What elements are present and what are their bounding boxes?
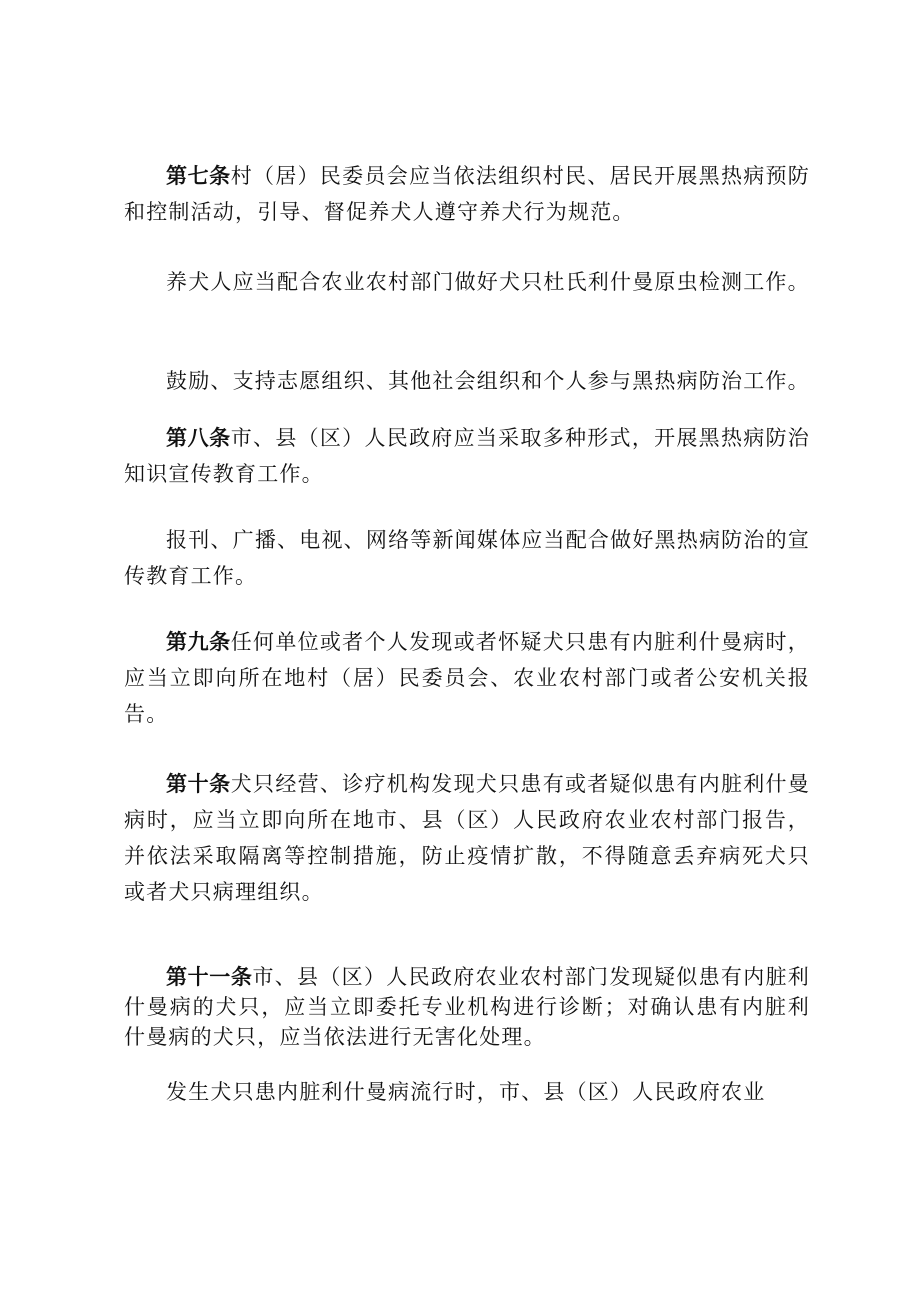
paragraph-article-10: [124, 766, 810, 910]
article-number: 第九条: [166, 630, 231, 654]
article-number: 第十条: [166, 772, 231, 796]
paragraph-media-publicity: [124, 522, 810, 594]
paragraph-text: 鼓励、支持志愿组织、其他社会组织和个人参与黑热病防治工作。: [166, 369, 810, 393]
paragraph-text: 村（居）民委员会应当依法组织村民、居民开展黑热病预防和控制活动，引导、督促养犬人遵守养犬行为规范。: [124, 164, 810, 224]
paragraph-text: 报刊、广播、电视、网络等新闻媒体应当配合做好黑热病防治的宣传教育工作。: [124, 528, 810, 588]
paragraph-text: 任何单位或者个人发现或者怀疑犬只患有内脏利什曼病时，应当立即向所在地村（居）民委员会、农业农村部门或者公安机关报告。: [124, 630, 810, 726]
paragraph-text: 犬只经营、诊疗机构发现犬只患有或者疑似患有内脏利什曼病时，应当立即向所在地市、县（区）人民政府农业农村部门报告，并依法采取隔离等控制措施，防止疫情扩散，不得随意丢弃病死犬只或者犬只病理组织。: [124, 772, 810, 904]
article-number: 第十一条: [166, 965, 253, 989]
paragraph-article-11: [124, 962, 810, 1052]
paragraph-encourage-participation: [124, 363, 810, 399]
paragraph-article-8: [124, 420, 810, 492]
paragraph-text: 养犬人应当配合农业农村部门做好犬只杜氏利什曼原虫检测工作。: [166, 270, 810, 294]
article-number: 第八条: [166, 426, 231, 450]
article-number: 第七条: [166, 164, 231, 188]
paragraph-dog-owner-testing: [124, 264, 810, 300]
paragraph-text: 市、县（区）人民政府应当采取多种形式，开展黑热病防治知识宣传教育工作。: [124, 426, 810, 486]
paragraph-article-9: [124, 624, 810, 732]
paragraph-text: 市、县（区）人民政府农业农村部门发现疑似患有内脏利什曼病的犬只，应当立即委托专业机构进行诊断；对确认患有内脏利什曼病的犬只，应当依法进行无害化处理。: [124, 965, 811, 1049]
paragraph-text: 发生犬只患内脏利什曼病流行时，市、县（区）人民政府农业: [166, 1080, 766, 1104]
paragraph-article-7: [124, 158, 810, 230]
paragraph-outbreak: [124, 1074, 810, 1110]
